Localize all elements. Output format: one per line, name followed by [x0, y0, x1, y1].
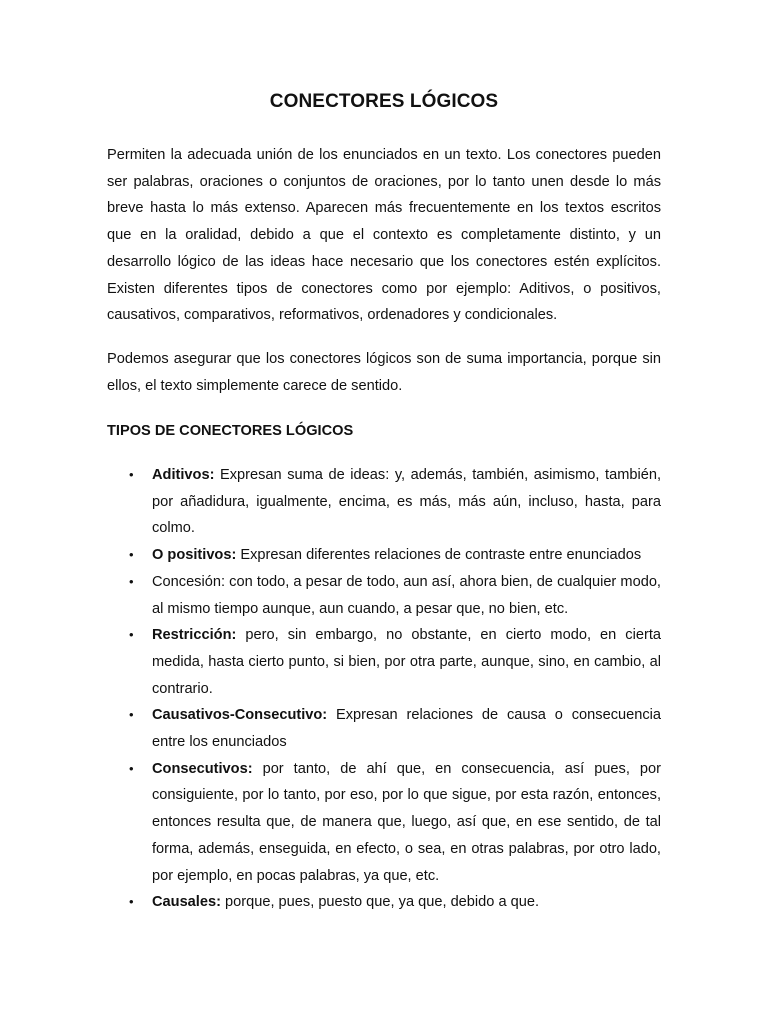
list-item-causales: [107, 889, 661, 916]
list-item-restriccion: [107, 622, 661, 702]
item-term: Aditivos:: [152, 467, 215, 483]
item-term: Causales:: [152, 894, 221, 911]
list-item-aditivos: [107, 462, 661, 542]
bullet-icon: •: [129, 467, 134, 482]
list-item-consecutivos: [107, 756, 661, 890]
item-text: por tanto, de ahí que, en consecuencia, así pues, por consiguiente, por lo tanto, por eso, por lo que sigue, por esta razón, entonces, entonces resulta que, de manera que, luego, así que, en ese sentido, de tal forma, además, enseguida, en efecto, o sea, en otras palabras, por otro lado, por ejemplo, en pocas palabras, ya que, etc.: [152, 760, 661, 884]
item-text: Concesión: con todo, a pesar de todo, aun así, ahora bien, de cualquier modo, al mismo tiempo aunque, aun cuando, a pesar que, no bien, etc.: [152, 573, 661, 617]
item-text: Expresan relaciones de causa o consecuencia entre los enunciados: [152, 707, 661, 751]
intro-paragraph: Permiten la adecuada unión de los enunciados en un texto. Los conectores pueden ser palabras, oraciones o conjuntos de oraciones, por lo tanto unen desde lo más breve hasta lo más extenso. Aparecen más frecuentemente en los textos escritos que en la oralidad, debido a que el contexto es completamente distinto, y un desarrollo lógico de las ideas hace necesario que los conectores estén explícitos. Existen diferentes tipos de conectores como por ejemplo: Aditivos, o positivos, causativos, comparativos, reformativos, ordenadores y condicionales.: [107, 147, 661, 324]
page-title: CONECTORES LÓGICOS: [269, 91, 499, 112]
bullet-icon: •: [129, 707, 134, 723]
item-term: Consecutivos:: [152, 760, 253, 777]
connector-types-list: [107, 462, 661, 916]
bullet-icon: •: [129, 547, 134, 563]
item-term: Causativos-Consecutivo:: [152, 707, 328, 724]
bullet-icon: •: [129, 627, 134, 643]
bullet-icon: •: [129, 894, 134, 910]
item-text: Expresan diferentes relaciones de contraste entre enunciados: [236, 547, 642, 564]
list-item-o-positivos: [107, 542, 661, 569]
item-text: porque, pues, puesto que, ya que, debido a que.: [220, 894, 540, 911]
bullet-icon: •: [129, 573, 134, 589]
list-item-causativos-consecutivo: [107, 702, 661, 755]
item-term: Restricción:: [152, 627, 237, 644]
bullet-icon: •: [129, 760, 134, 776]
item-term: O positivos:: [152, 547, 237, 564]
section-heading: TIPOS DE CONECTORES LÓGICOS: [107, 423, 354, 439]
item-text: Expresan suma de ideas: y, además, también, asimismo, también, por añadidura, igualmente, encima, es más, más aún, incluso, hasta, para colmo.: [152, 467, 661, 537]
list-item-concesion: [107, 569, 661, 622]
item-text: pero, sin embargo, no obstante, en cierto modo, en cierta medida, hasta cierto punto, si bien, por otra parte, aunque, sino, en cambio, al contrario.: [152, 627, 661, 697]
importance-paragraph: Podemos asegurar que los conectores lógicos son de suma importancia, porque sin ellos, el texto simplemente carece de sentido.: [107, 351, 661, 394]
